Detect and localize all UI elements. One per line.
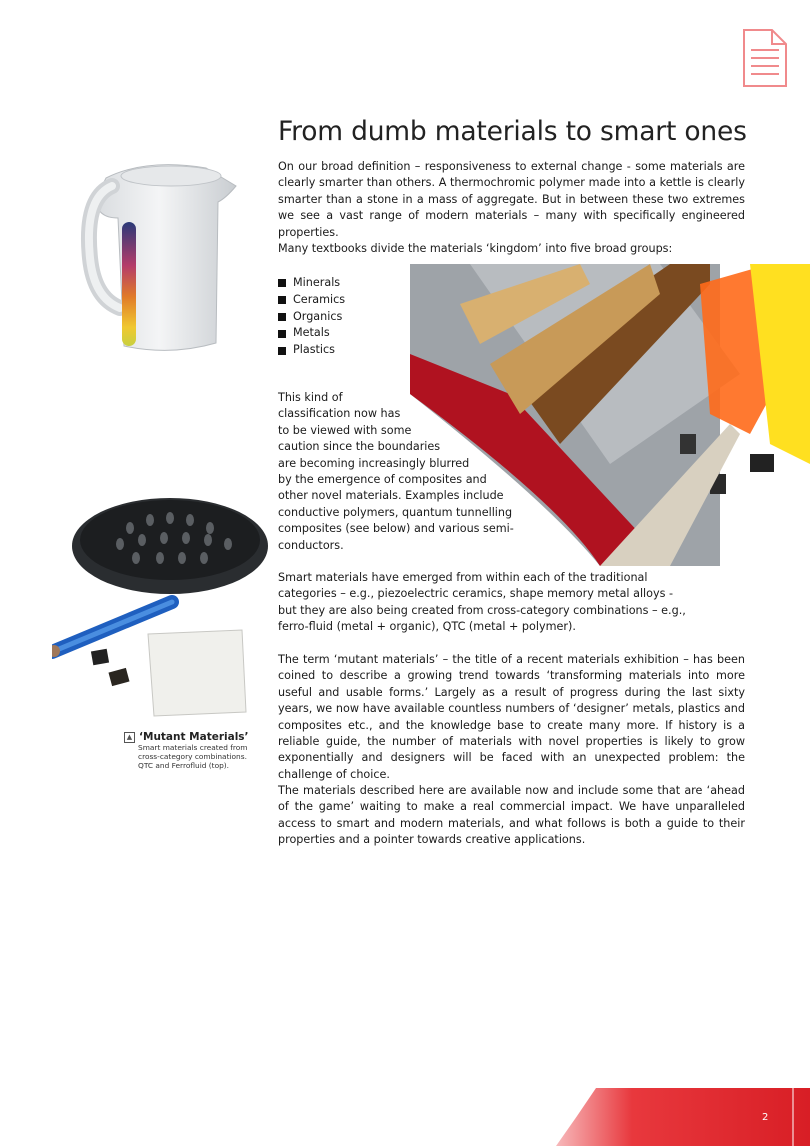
- classification-paragraph: This kind of classification now has to be viewed with some caution since the boundaries are becoming increasingly blurred by the emergence of composites and other novel materials. Examples include conductive polymers, quantum tunnelling composites (see below) and various semi- conductors.: [278, 391, 514, 552]
- list-item: Metals: [278, 325, 345, 342]
- qtc-materials-image: [52, 592, 252, 724]
- smart-materials-paragraph: Smart materials have emerged from within each of the traditional categories – e.g., piezoelectric ceramics, shape memory metal alloys - but they are also being created from cross-category combinations – e.g., ferro-fluid (metal + organic), QTC (metal + polymer).: [278, 571, 686, 634]
- footer-tab: [556, 1088, 810, 1146]
- intro-paragraph: On our broad definition – responsiveness to external change - some materials are clearly smarter than others. A thermochromic polymer made into a kettle is clearly smarter than a stone in a mass of aggregate. But in between these two extremes we see a vast range of modern materials – many with specifically engineered properties.: [278, 160, 745, 239]
- page-number: 2: [762, 1112, 769, 1123]
- list-item: Plastics: [278, 342, 345, 359]
- bullet-icon: [278, 296, 286, 304]
- closing-paragraph: The materials described here are available now and include some that are ‘ahead of the game’ waiting to make a real commercial impact. We have unparalleled access to smart and modern materials, and what follows is both a guide to their properties and a pointer towards creative applications.: [278, 784, 745, 847]
- mutant-materials-paragraph: The term ‘mutant materials’ – the title of a recent materials exhibition – has been coined to describe a growing trend towards ‘transforming materials into more useful and usable forms.’ Largely as a result of progress during the last sixty years, we now have available countless numbers of ‘designer’ metals, plastics and composites etc., and the knowledge base to create many more. If history is a reliable guide, the number of materials with novel properties is likely to grow exponentially and designers will be faced with an unexpected problem: the challenge of choice.: [278, 653, 745, 781]
- bullet-icon: [278, 313, 286, 321]
- arrow-up-icon: ▲: [124, 732, 135, 743]
- bullet-icon: [278, 347, 286, 355]
- bullet-icon: [278, 279, 286, 287]
- ferrofluid-image: [70, 488, 270, 598]
- bullet-icon: [278, 330, 286, 338]
- image-caption: ▲ ‘Mutant Materials’ Smart materials created from cross-category combinations. QTC and Ferrofluid (top).: [124, 731, 274, 770]
- groups-intro: Many textbooks divide the materials ‘kingdom’ into five broad groups:: [278, 242, 673, 255]
- list-item: Minerals: [278, 275, 345, 292]
- list-item: Ceramics: [278, 292, 345, 309]
- caption-title: ‘Mutant Materials’: [139, 731, 249, 743]
- document-icon: [742, 28, 788, 88]
- page-title: From dumb materials to smart ones: [278, 116, 747, 147]
- material-groups-list: [278, 275, 345, 359]
- kettle-image: [76, 158, 266, 358]
- list-item: Organics: [278, 309, 345, 326]
